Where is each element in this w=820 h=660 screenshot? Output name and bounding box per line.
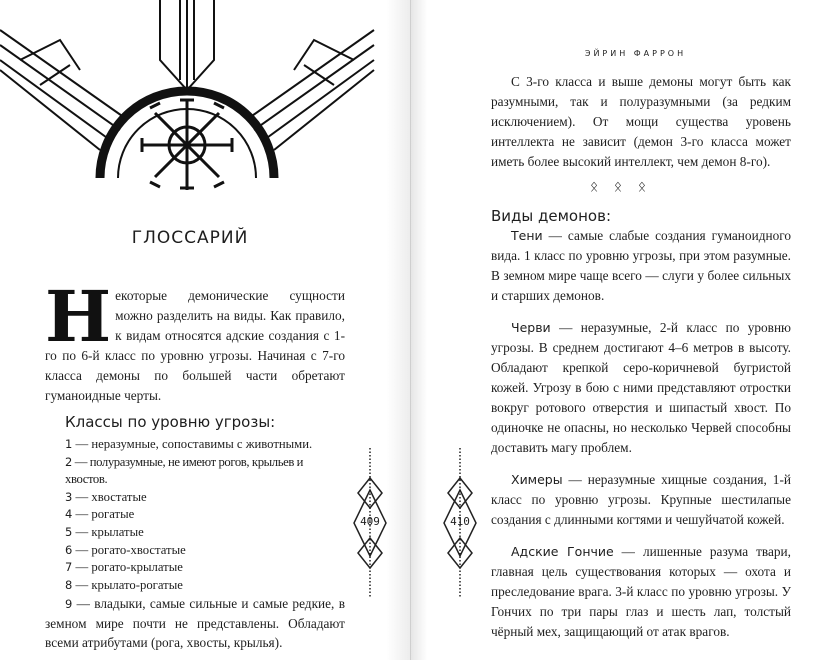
class-number: 7 — [65, 560, 73, 575]
class-text: — хвостатые — [72, 489, 147, 504]
type-entry — [491, 226, 791, 306]
vegvisir-emblem — [0, 0, 411, 195]
class-number: 5 — [65, 524, 73, 539]
rune-ornament-icon: ᛟ ᛟ ᛟ — [589, 180, 653, 195]
list-item — [45, 489, 345, 507]
running-header: ЭЙРИН ФАРРОН — [584, 49, 687, 58]
list-item — [45, 577, 345, 595]
type-name: Черви — [511, 320, 551, 335]
class-number: 3 — [65, 489, 73, 504]
type-name: Химеры — [511, 472, 563, 487]
page-number-badge — [442, 448, 478, 598]
class-number: 8 — [65, 577, 73, 592]
right-column — [491, 72, 791, 642]
left-column — [45, 286, 345, 652]
class-number: 1 — [65, 437, 73, 451]
page-title: ГЛОССАРИЙ — [131, 228, 249, 248]
class-number: 4 — [65, 507, 73, 522]
class-number: 6 — [65, 542, 73, 557]
types-heading: Виды демонов: — [491, 207, 611, 225]
class-number: 2 — [65, 454, 72, 469]
list-item — [45, 559, 345, 577]
type-entry — [491, 542, 791, 642]
classes-list — [45, 436, 345, 652]
list-item — [45, 542, 345, 560]
class-text: — полуразумные, не имеют рогов, крыльев и хвостов. — [65, 454, 304, 487]
class-text: — рогато-крылатые — [72, 560, 183, 575]
list-item — [45, 454, 345, 489]
page-number: 410 — [450, 515, 470, 528]
class-text: — владыки, самые сильные и самые редкие, в земном мире почти не представлены. Обладают всеми атрибутами (рога, хвосты, крылья). — [45, 596, 345, 651]
type-text: — неразумные, 2-й класс по уровню угрозы. В среднем достигают 4–6 метров в высоту. Обладают крепкой серо-коричневой бугристой кожей. Угрозу в бою с ними представляют отростки вокруг ротового отверстия и шипастый хвост. По одиночке не опасны, но несколько Червей способны доставить магу проблем. — [491, 320, 791, 455]
class-number: 9 — [65, 597, 73, 612]
list-item — [45, 436, 345, 454]
class-text: — рогато-хвостатые — [72, 542, 186, 557]
paragraph: С 3-го класса и выше демоны могут быть как разумными, так и полуразумными (за редким исключением). От мощи существа уровень интеллекта не зависит (демон 3-го класса может иметь более высокий интеллект, чем демон 8-го). — [491, 74, 791, 169]
type-text: — самые слабые создания гуманоидного вида. 1 класс по уровню угрозы, при этом разумные. В земном мире чаще всего — слуги у более сильных и старших демонов. — [491, 228, 791, 303]
list-item — [45, 506, 345, 524]
class-text: — рогатые — [72, 507, 135, 522]
list-item — [45, 594, 345, 652]
intro-paragraph — [45, 286, 345, 406]
type-entry — [491, 318, 791, 458]
type-name: Тени — [511, 228, 543, 243]
type-text: — неразумные хищные создания, 1-й класс по уровню угрозы. Крупные шестилапые создания с длинными когтями и чешуйчатой кожей. — [491, 472, 791, 527]
intro-text: екоторые демонические сущности можно разделить на виды. Как правило, к видам относятся адские создания с 1-го по 6-й класс по уровню угрозы. Начиная с 7-го класса демоны по большей части обретают гуманоидные черты. — [45, 288, 345, 403]
classes-heading: Классы по уровню угрозы: — [65, 413, 276, 431]
class-text: — неразумные, сопоставимы с животными. — [72, 437, 313, 451]
type-entry — [491, 470, 791, 530]
drop-cap: Н — [45, 286, 112, 358]
page-number: 409 — [360, 515, 380, 528]
class-text: — крылатые — [72, 524, 144, 539]
right-page — [411, 0, 820, 660]
type-text: — лишенные разума твари, главная цель существования которых — охота и преследование врага. 3-й класс по уровню угрозы. У Гончих по три пары глаз и шесть лап, толстый чёрный мех, защищающий от атак врагов. — [491, 544, 791, 639]
page-number-badge — [352, 448, 388, 598]
type-name: Адские Гончие — [511, 544, 614, 559]
class-text: — крылато-рогатые — [72, 577, 183, 592]
list-item — [45, 524, 345, 542]
